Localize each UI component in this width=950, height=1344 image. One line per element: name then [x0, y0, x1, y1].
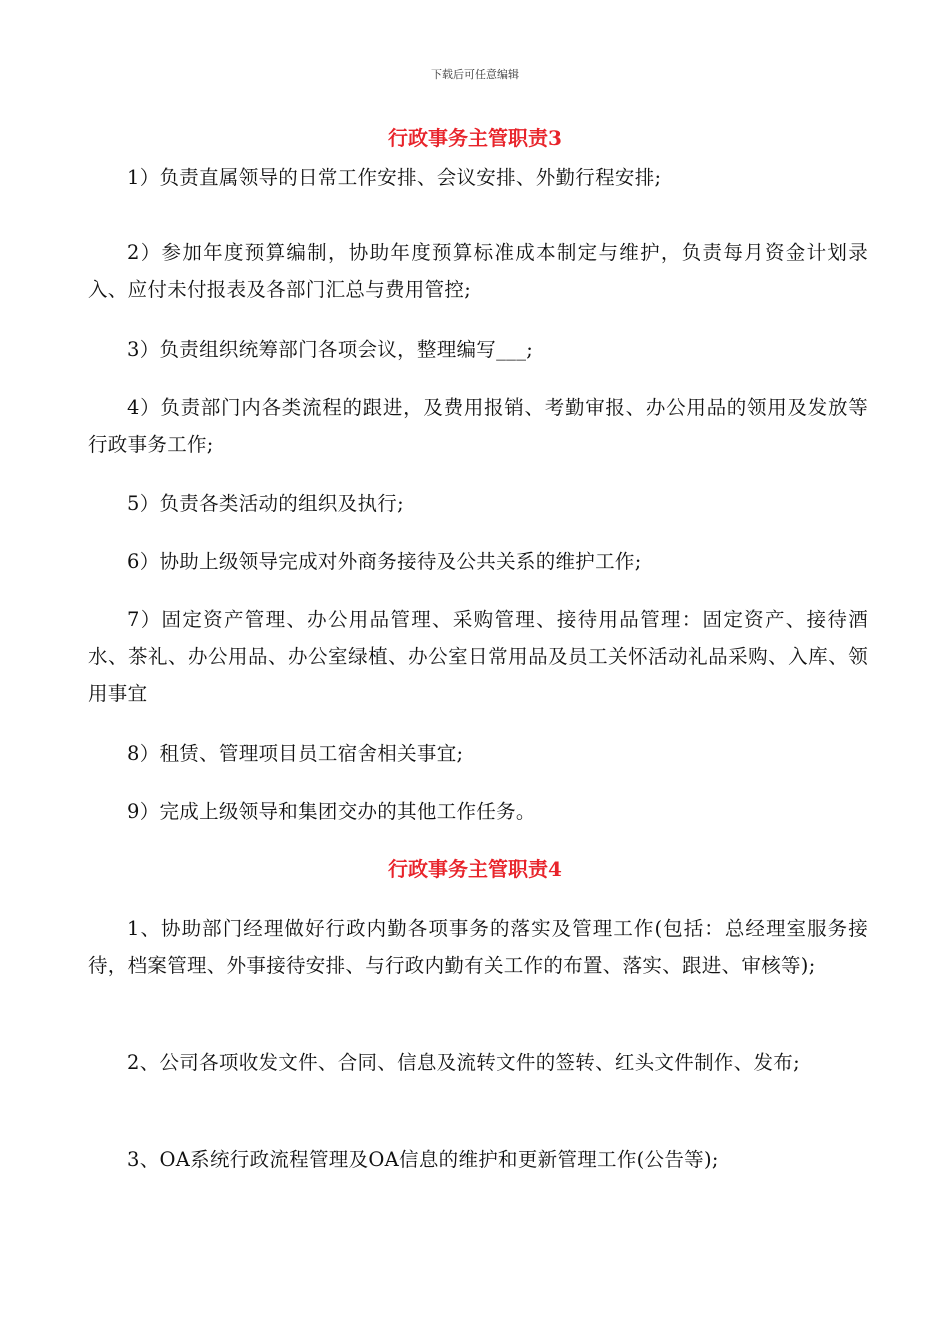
paragraph-3-7: 7）固定资产管理、办公用品管理、采购管理、接待用品管理：固定资产、接待酒水、茶礼、办公用品、办公室绿植、办公室日常用品及员工关怀活动礼品采购、入库、领用事宜 [88, 608, 868, 705]
paragraph-3-6: 6）协助上级领导完成对外商务接待及公共关系的维护工作; [127, 550, 642, 573]
paragraph-3-3: 3）负责组织统筹部门各项会议，整理编写___; [127, 338, 534, 361]
paragraph-3-1: 1）负责直属领导的日常工作安排、会议安排、外勤行程安排; [127, 166, 662, 189]
paragraph-4-1: 1、协助部门经理做好行政内勤各项事务的落实及管理工作(包括：总经理室服务接待，档案管理、外事接待安排、与行政内勤有关工作的布置、落实、跟进、审核等); [88, 917, 868, 977]
section-title-4: 行政事务主管职责4 [388, 857, 562, 881]
paragraph-3-9: 9）完成上级领导和集团交办的其他工作任务。 [127, 800, 536, 823]
paragraph-4-2: 2、公司各项收发文件、合同、信息及流转文件的签转、红头文件制作、发布; [127, 1051, 800, 1074]
paragraph-4-3: 3、OA系统行政流程管理及OA信息的维护和更新管理工作(公告等); [127, 1148, 719, 1171]
paragraph-3-2: 2）参加年度预算编制，协助年度预算标准成本制定与维护，负责每月资金计划录入、应付未付报表及各部门汇总与费用管控; [88, 241, 868, 301]
section-title-3: 行政事务主管职责3 [388, 126, 562, 150]
header-note: 下载后可任意编辑 [431, 68, 519, 81]
paragraph-3-5: 5）负责各类活动的组织及执行; [127, 492, 404, 515]
paragraph-3-4: 4）负责部门内各类流程的跟进，及费用报销、考勤审报、办公用品的领用及发放等行政事务工作; [88, 396, 868, 456]
paragraph-3-8: 8）租赁、管理项目员工宿舍相关事宜; [127, 742, 464, 765]
